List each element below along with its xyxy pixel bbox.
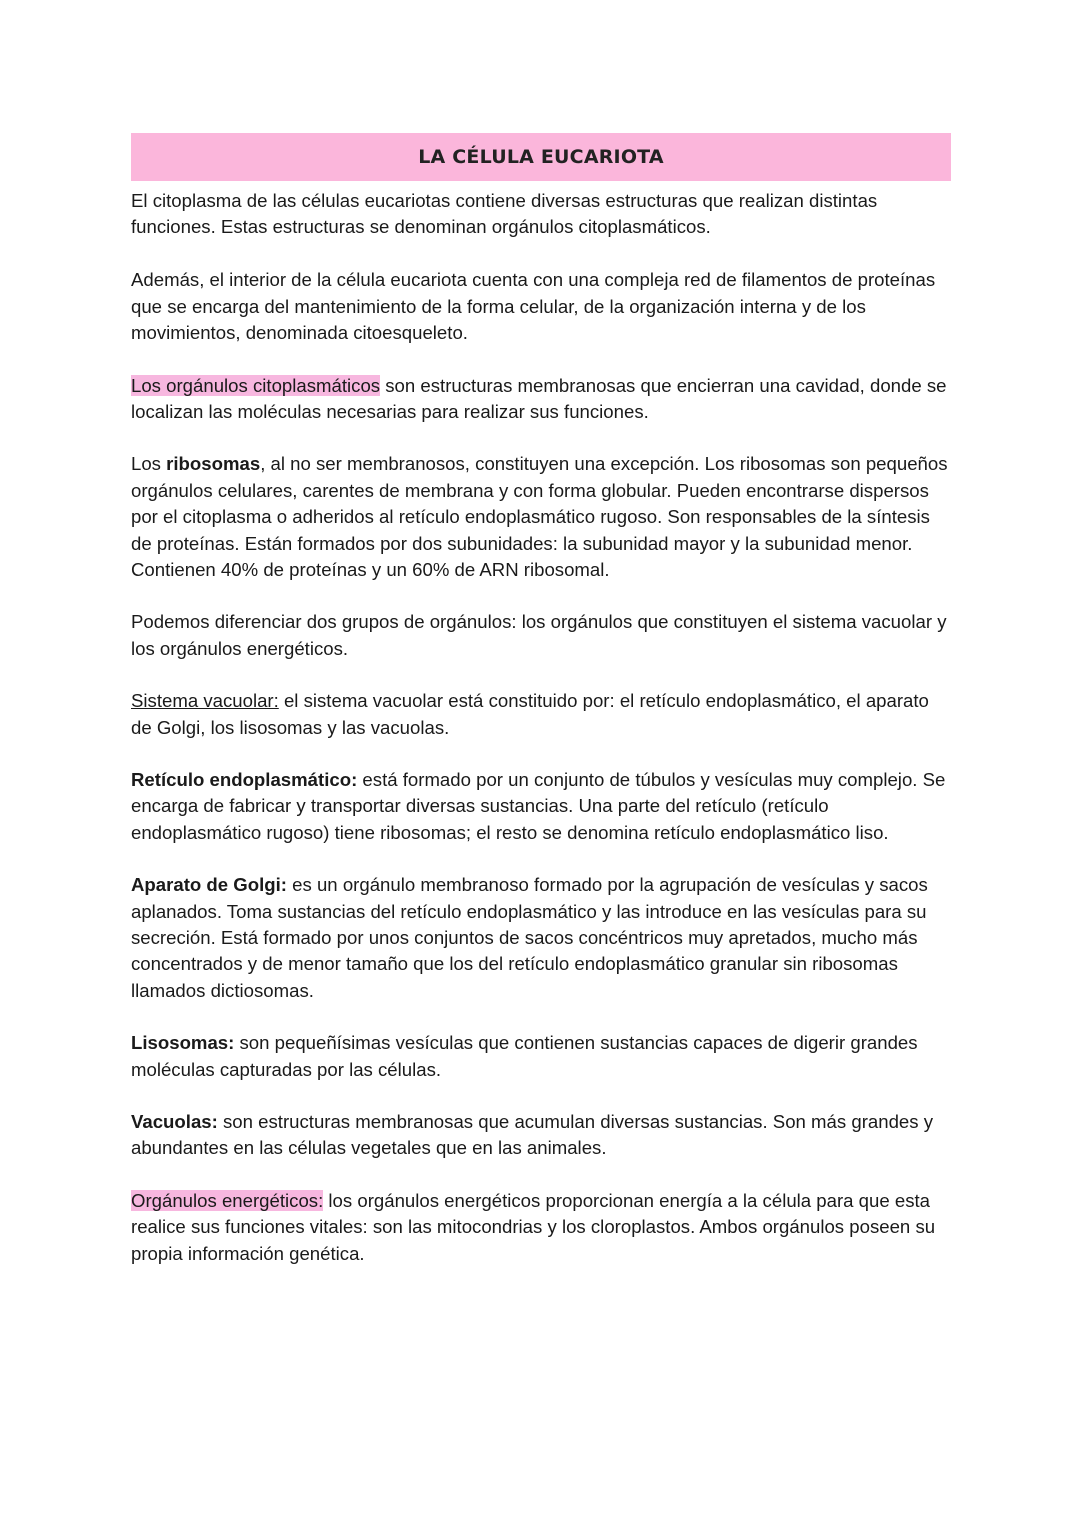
paragraph-vacuolar-system — [131, 688, 951, 741]
paragraph-ribosomes-text: , al no ser membranosos, constituyen una excepción. Los ribosomas son pequeños orgánulos celulares, carentes de membrana y con forma globular. Pueden encontrarse dispersos por el citoplasma o adheridos al retículo endoplasmático rugoso. Son responsables de la síntesis de proteínas. Están formados por dos subunidades: la subunidad mayor y la subunidad menor. Contienen 40% de proteínas y un 60% de ARN ribosomal. — [131, 453, 948, 580]
term-golgi: Aparato de Golgi: — [131, 874, 287, 896]
term-vacuolar-system: Sistema vacuolar: — [131, 690, 279, 712]
paragraph-er-text: está formado por un conjunto de túbulos y vesículas muy complejo. Se encarga de fabricar y transportar diversas sustancias. Una parte del retículo (retículo endoplasmático rugoso) tiene ribosomas; el resto se denomina retículo endoplasmático liso. — [131, 769, 946, 843]
paragraph-vacuoles — [131, 1109, 951, 1162]
paragraph-organelles-text: son estructuras membranosas que encierran una cavidad, donde se localizan las moléculas necesarias para realizar sus funciones. — [131, 374, 947, 422]
term-er: Retículo endoplasmático: — [131, 769, 358, 790]
paragraph-organelles — [131, 373, 951, 426]
document-content — [131, 188, 951, 1267]
paragraph-er — [131, 767, 951, 846]
paragraph-vacuolar-system-text: el sistema vacuolar está constituido por: el retículo endoplasmático, el aparato de Golgi, los lisosomas y las vacuolas. — [131, 690, 929, 738]
paragraph-ribosomes-prefix: Los — [131, 453, 167, 475]
paragraph-vacuoles-text: son estructuras membranosas que acumulan diversas sustancias. Son más grandes y abundantes en las células vegetales que en las animales. — [131, 1111, 934, 1159]
paragraph-energy-organelles-text: los orgánulos energéticos proporcionan energía a la célula para que esta realice sus funciones vitales: son las mitocondrias y los cloroplastos. Ambos orgánulos poseen su propia información genética. — [131, 1189, 936, 1264]
paragraph-cytoskeleton: Además, el interior de la célula eucariota cuenta con una compleja red de filamentos de proteínas que se encarga del mantenimiento de la forma celular, de la organización interna y de los movimientos, denominada citoesqueleto. — [131, 269, 936, 344]
highlight-organelles: Los orgánulos citoplasmáticos — [131, 374, 381, 396]
paragraph-energy-organelles — [131, 1188, 951, 1267]
term-lysosomes: Lisosomas: — [131, 1032, 235, 1054]
document-body — [131, 133, 951, 1293]
page-title: LA CÉLULA EUCARIOTA — [418, 146, 664, 168]
paragraph-golgi-text: es un orgánulo membranoso formado por la agrupación de vesículas y sacos aplanados. Toma sustancias del retículo endoplasmático y las introduce en las vesículas para su secreción. Está formado por unos conjuntos de sacos concéntricos muy apretados, mucho más concentrados y de menor tamaño que los del retículo endoplasmático granular sin ribosomas llamados dictiosomas. — [131, 874, 928, 1001]
title-banner — [131, 133, 951, 181]
paragraph-lysosomes-text: son pequeñísimas vesículas que contienen sustancias capaces de digerir grandes moléculas capturadas por las células. — [131, 1032, 918, 1080]
term-vacuoles: Vacuolas: — [131, 1111, 218, 1133]
paragraph-ribosomes — [131, 451, 951, 583]
term-ribosomes: ribosomas — [166, 453, 261, 475]
paragraph-intro: El citoplasma de las células eucariotas contiene diversas estructuras que realizan distintas funciones. Estas estructuras se denominan orgánulos citoplasmáticos. — [131, 190, 878, 238]
paragraph-golgi — [131, 872, 951, 1004]
paragraph-groups: Podemos diferenciar dos grupos de orgánulos: los orgánulos que constituyen el sistema vacuolar y los orgánulos energéticos. — [131, 611, 947, 659]
paragraph-lysosomes — [131, 1030, 951, 1083]
highlight-energy-organelles: Orgánulos energéticos: — [131, 1189, 324, 1211]
